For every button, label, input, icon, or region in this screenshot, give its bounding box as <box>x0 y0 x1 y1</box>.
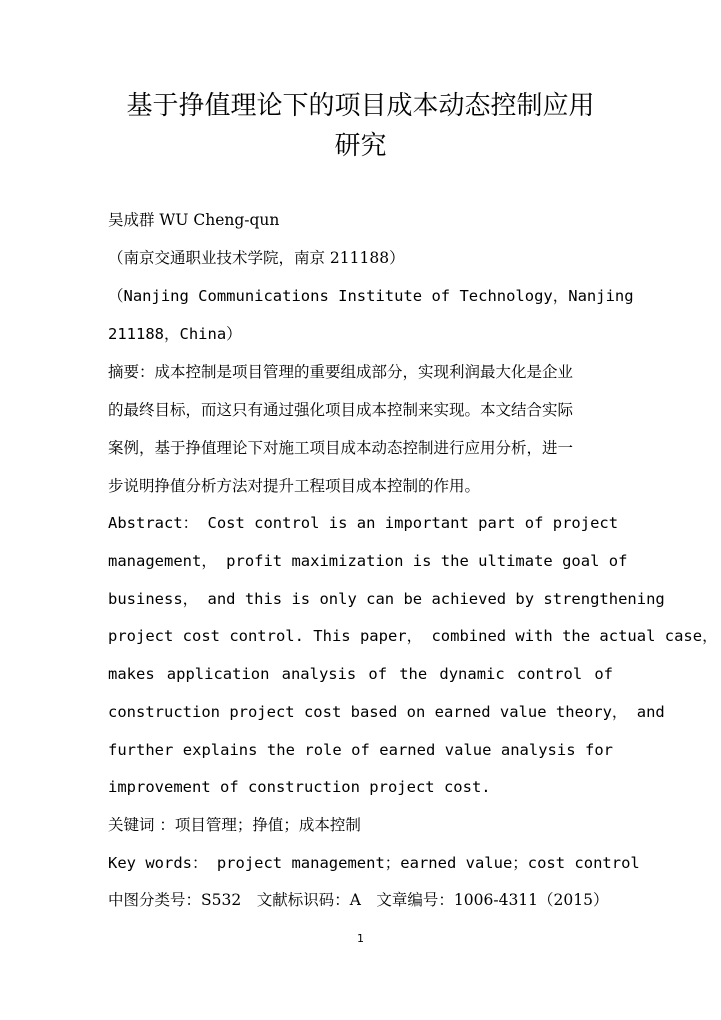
paper-title-line-2: 研究 <box>334 131 387 161</box>
abstract-cn-line: 摘要：成本控制是项目管理的重要组成部分，实现利润最大化是企业 <box>108 363 574 381</box>
affiliation-en-line-2: 211188，China） <box>108 325 242 343</box>
classification-line: 中图分类号：S532 文献标识码：A 文章编号：1006-4311（2015） <box>108 891 609 909</box>
abstract-en-line: Abstract： Cost control is an important part of project <box>108 514 619 532</box>
abstract-cn-line: 的最终目标，而这只有通过强化项目成本控制来实现。本文结合实际 <box>108 401 574 419</box>
affiliation-cn: （南京交通职业技术学院，南京 211188） <box>108 249 405 267</box>
abstract-en-line: construction project cost based on earned value theory， and <box>108 703 665 721</box>
abstract-en-line: business， and this is only can be achieved by strengthening <box>108 590 665 608</box>
page-number: 1 <box>357 932 364 945</box>
abstract-en-line: management， profit maximization is the ultimate goal of <box>108 552 628 570</box>
abstract-en-line: makes application analysis of the dynamic control of <box>108 665 613 683</box>
keywords-en: Key words： project management；earned value；cost control <box>108 854 640 872</box>
abstract-cn-line: 步说明挣值分析方法对提升工程项目成本控制的作用。 <box>108 477 481 495</box>
abstract-cn-line: 案例，基于挣值理论下对施工项目成本动态控制进行应用分析，进一 <box>108 439 574 457</box>
abstract-en-line: project cost control. This paper， combined with the actual case， <box>108 627 718 645</box>
paper-title-line-1: 基于挣值理论下的项目成本动态控制应用 <box>126 91 595 121</box>
keywords-cn: 关键词 ：项目管理；挣值；成本控制 <box>108 816 361 834</box>
abstract-en-line: further explains the role of earned value analysis for <box>108 741 613 759</box>
abstract-en-line: improvement of construction project cost. <box>108 778 491 796</box>
affiliation-en-line-1: （Nanjing Communications Institute of Technology，Nanjing <box>108 287 634 305</box>
author-line: 吴成群 WU Cheng-qun <box>108 211 280 229</box>
